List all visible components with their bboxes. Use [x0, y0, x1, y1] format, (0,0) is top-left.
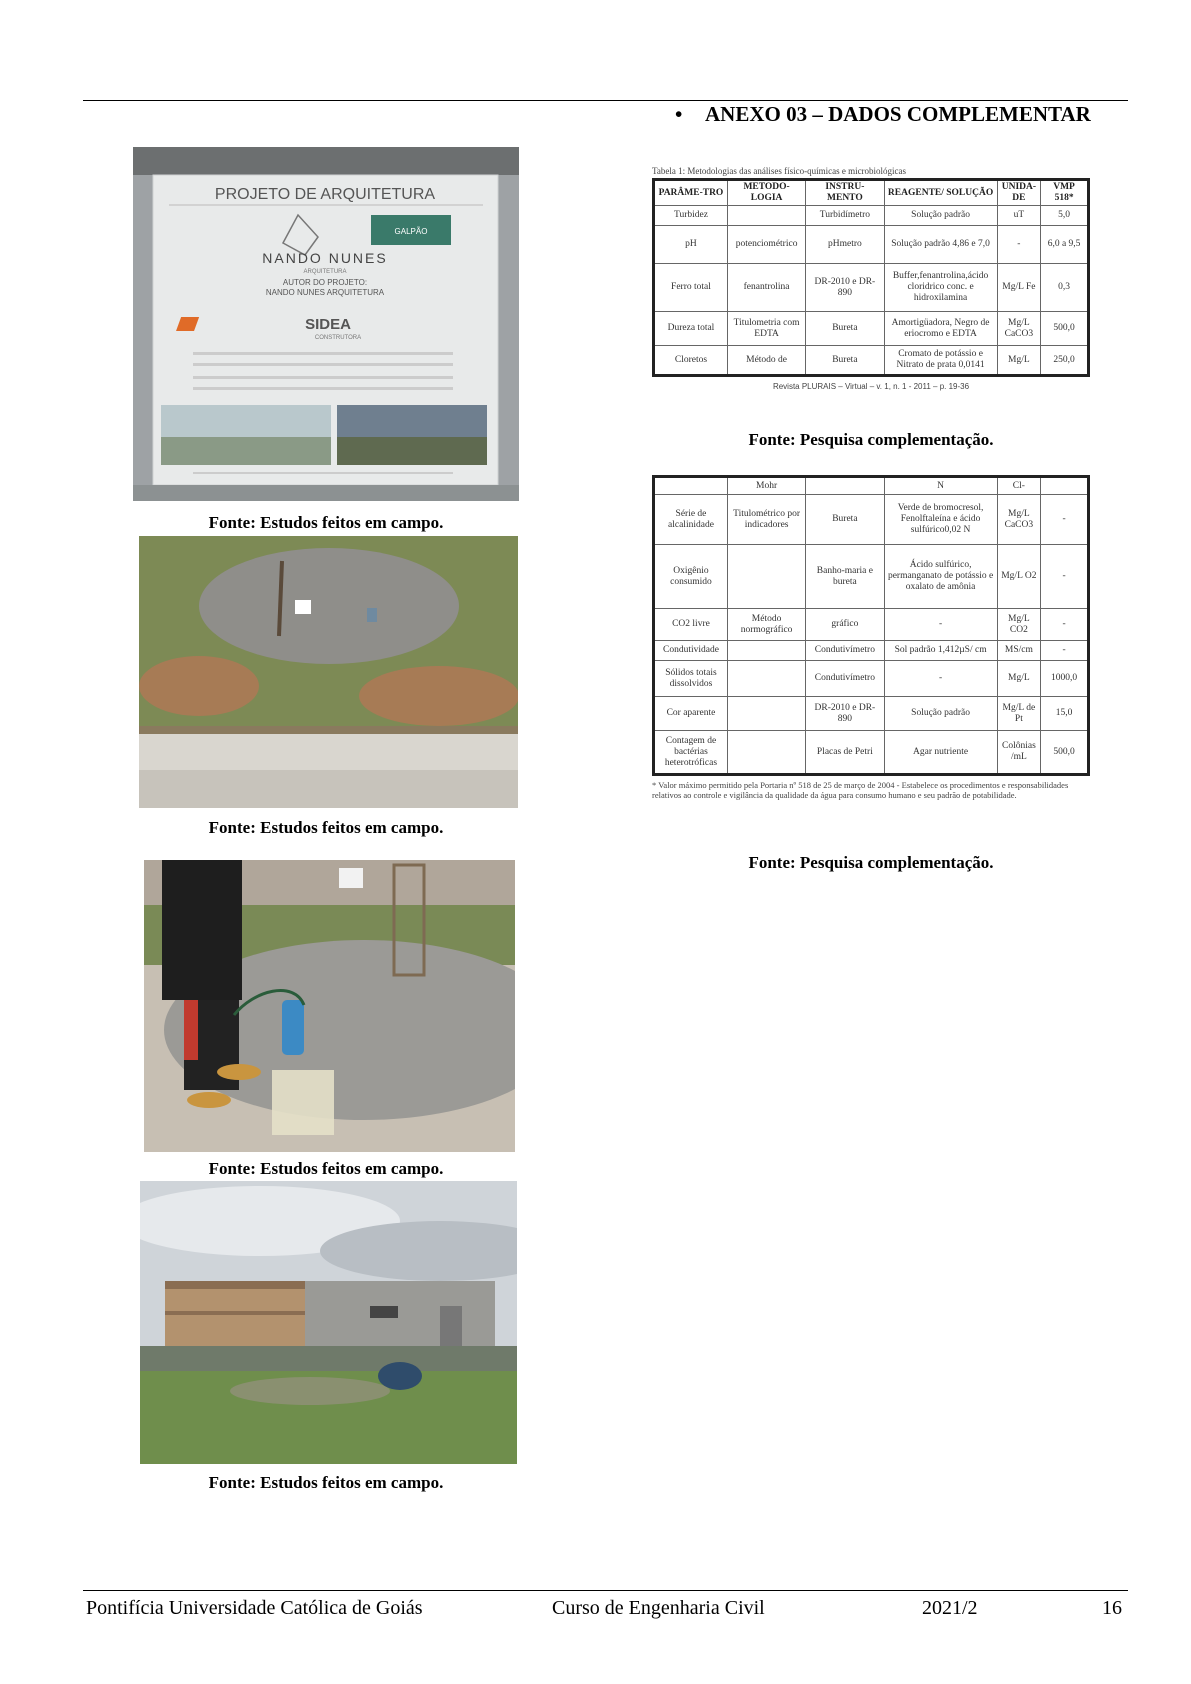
sign-title: PROJETO DE ARQUITETURA — [214, 186, 436, 203]
sign-badge: GALPÃO — [394, 227, 428, 236]
sign-architect-sub: ARQUITETURA — [303, 269, 347, 275]
table-2-image — [652, 475, 1090, 800]
table-cell: - — [884, 609, 997, 641]
table-cell: Mg/L Fe — [997, 264, 1041, 312]
footer-course: Curso de Engenharia Civil — [552, 1597, 765, 1619]
sign-company-sub: CONSTRUTORA — [314, 335, 362, 341]
table-cell: Mg/L O2 — [997, 545, 1041, 609]
photo-project-sign — [133, 147, 519, 501]
table-cell: Cromato de potássio e Nitrato de prata 0,0141 — [884, 346, 997, 376]
caption-photo-1: Fonte: Estudos feitos em campo. — [208, 513, 444, 532]
table-cell: 500,0 — [1041, 731, 1089, 775]
table-cell: Ácido sulfúrico, permanganato de potássio e oxalato de amônia — [884, 545, 997, 609]
table-cell — [727, 697, 805, 731]
table-cell: - — [1041, 609, 1089, 641]
table-cell: Titulométrico por indicadores — [727, 495, 805, 545]
table-cell: DR-2010 e DR-890 — [806, 264, 884, 312]
bucket — [272, 1070, 334, 1135]
photo-gravel-area — [139, 536, 518, 808]
table-2-header — [654, 477, 728, 495]
table-row — [654, 641, 1089, 661]
table-cell: Placas de Petri — [806, 731, 884, 775]
person — [162, 860, 242, 1000]
table-2-header: Cl- — [997, 477, 1041, 495]
table-cell: - — [997, 226, 1041, 264]
caption-photo-3: Fonte: Estudos feitos em campo. — [208, 1159, 444, 1178]
table-2-header: Mohr — [727, 477, 805, 495]
table-cell: 5,0 — [1041, 206, 1089, 226]
table-1-source: Revista PLURAIS – Virtual – v. 1, n. 1 - 2011 – p. 19-36 — [772, 382, 970, 391]
curb — [139, 734, 518, 770]
table-cell: Solução padrão 4,86 e 7,0 — [884, 226, 997, 264]
table-cell: Turbidez — [654, 206, 728, 226]
annex-title: ANEXO 03 – DADOS COMPLEMENTAR — [705, 102, 1091, 126]
table-1-header: PARÂME-TRO — [654, 180, 728, 206]
table-cell: MS/cm — [997, 641, 1041, 661]
table-1-header: INSTRU-MENTO — [806, 180, 884, 206]
table-cell: potenciométrico — [727, 226, 805, 264]
table-cell: Mg/L CO2 — [997, 609, 1041, 641]
table-cell: fenantrolina — [727, 264, 805, 312]
table-cell: Solução padrão — [884, 206, 997, 226]
photo-construction-site — [140, 1181, 517, 1464]
table-cell: Oxigênio consumido — [654, 545, 728, 609]
table-cell: Colônias /mL — [997, 731, 1041, 775]
caption-table-2: Fonte: Pesquisa complementação. — [748, 853, 994, 872]
table-cell: Condutivímetro — [806, 661, 884, 697]
footer-university: Pontifícia Universidade Católica de Goiás — [86, 1597, 423, 1619]
table-2-footnote: * Valor máximo permitido pela Portaria nº 518 de 25 de março de 2004 - Estabelece os procedimentos e responsabilidades relativos ao controle e vigilância da qualidade da água para consumo humano e seu padrão de potabilidade. — [652, 780, 1069, 800]
table-cell: gráfico — [806, 609, 884, 641]
sign-author-name: NANDO NUNES ARQUITETURA — [265, 288, 385, 297]
page-number: 16 — [1102, 1597, 1122, 1619]
table-2-header — [806, 477, 884, 495]
table-row — [654, 731, 1089, 775]
table-cell — [727, 661, 805, 697]
table-cell — [727, 731, 805, 775]
table-cell: Mg/L — [997, 661, 1041, 697]
table-cell: 6,0 a 9,5 — [1041, 226, 1089, 264]
table-1-header: VMP 518* — [1041, 180, 1089, 206]
table-row — [654, 226, 1089, 264]
table-cell: Titulometria com EDTA — [727, 312, 805, 346]
table-row — [654, 661, 1089, 697]
table-1-header: UNIDA-DE — [997, 180, 1041, 206]
blue-basin — [378, 1362, 422, 1390]
table-cell: Amortigüadora, Negro de eriocromo e EDTA — [884, 312, 997, 346]
footer-rule — [83, 1590, 1128, 1591]
photo-sampling — [144, 860, 515, 1152]
caption-photo-4: Fonte: Estudos feitos em campo. — [208, 1473, 444, 1492]
table-cell — [727, 545, 805, 609]
annex-heading — [675, 102, 1091, 127]
table-1-image — [652, 166, 1090, 391]
table-row — [654, 545, 1089, 609]
table-2-header: N — [884, 477, 997, 495]
table-row — [654, 206, 1089, 226]
table-cell: Cor aparente — [654, 697, 728, 731]
caption-photo-2: Fonte: Estudos feitos em campo. — [208, 818, 444, 837]
table-row — [654, 609, 1089, 641]
table-cell: 0,3 — [1041, 264, 1089, 312]
table-cell: Série de alcalinidade — [654, 495, 728, 545]
table-cell: pHmetro — [806, 226, 884, 264]
table-cell: DR-2010 e DR-890 — [806, 697, 884, 731]
table-cell: Solução padrão — [884, 697, 997, 731]
sample-label — [295, 600, 311, 614]
table-cell: - — [1041, 641, 1089, 661]
table-cell: 15,0 — [1041, 697, 1089, 731]
table-row — [654, 495, 1089, 545]
table-cell: Mg/L CaCO3 — [997, 495, 1041, 545]
table-cell: Banho-maria e bureta — [806, 545, 884, 609]
caption-table-1: Fonte: Pesquisa complementação. — [748, 430, 994, 449]
sign-company: SIDEA — [305, 316, 351, 333]
table-1 — [652, 178, 1090, 377]
table-cell: Método normográfico — [727, 609, 805, 641]
bullet: • — [675, 102, 683, 126]
table-2-header — [1041, 477, 1089, 495]
table-cell: Buffer,fenantrolina,ácido cloridrico conc. e hidroxilamina — [884, 264, 997, 312]
table-cell: - — [1041, 545, 1089, 609]
table-cell: Mg/L de Pt — [997, 697, 1041, 731]
table-row — [654, 697, 1089, 731]
sprayer — [282, 1000, 304, 1055]
table-cell: Verde de bromocresol, Fenolftaleína e ácido sulfúrico0,02 N — [884, 495, 997, 545]
table-2-header-row — [654, 477, 1089, 495]
footer-year: 2021/2 — [922, 1597, 978, 1619]
table-cell: 500,0 — [1041, 312, 1089, 346]
table-cell: Turbidímetro — [806, 206, 884, 226]
table-cell — [727, 641, 805, 661]
table-cell: Dureza total — [654, 312, 728, 346]
table-cell: Condutivímetro — [806, 641, 884, 661]
table-cell: Condutividade — [654, 641, 728, 661]
gravel-mound — [199, 548, 459, 664]
table-2 — [652, 475, 1090, 776]
table-row — [654, 346, 1089, 376]
table-cell: Bureta — [806, 346, 884, 376]
table-cell: Método de — [727, 346, 805, 376]
table-cell: 250,0 — [1041, 346, 1089, 376]
table-1-header: REAGENTE/ SOLUÇÃO — [884, 180, 997, 206]
table-cell: Contagem de bactérias heterotróficas — [654, 731, 728, 775]
table-cell — [727, 206, 805, 226]
table-cell: Mg/L — [997, 346, 1041, 376]
table-cell: Agar nutriente — [884, 731, 997, 775]
table-cell: Cloretos — [654, 346, 728, 376]
table-1-header-row — [654, 180, 1089, 206]
table-cell: pH — [654, 226, 728, 264]
table-1-header: METODO-LOGIA — [727, 180, 805, 206]
table-cell: - — [884, 661, 997, 697]
table-cell: 1000,0 — [1041, 661, 1089, 697]
table-cell: Mg/L CaCO3 — [997, 312, 1041, 346]
table-cell: Bureta — [806, 312, 884, 346]
sign-author-label: AUTOR DO PROJETO: — [282, 278, 368, 287]
table-cell: Sólidos totais dissolvidos — [654, 661, 728, 697]
table-cell: Bureta — [806, 495, 884, 545]
table-cell: Sol padrão 1,412µS/ cm — [884, 641, 997, 661]
table-cell: CO2 livre — [654, 609, 728, 641]
table-row — [654, 264, 1089, 312]
building-block — [305, 1281, 495, 1351]
sign-architect: NANDO NUNES — [262, 250, 388, 266]
table-cell: uT — [997, 206, 1041, 226]
table-row — [654, 312, 1089, 346]
table-cell: Ferro total — [654, 264, 728, 312]
table-1-caption: Tabela 1: Metodologias das análises físico-químicas e microbiológicas — [652, 166, 907, 176]
header-rule — [83, 100, 1128, 101]
table-cell: - — [1041, 495, 1089, 545]
